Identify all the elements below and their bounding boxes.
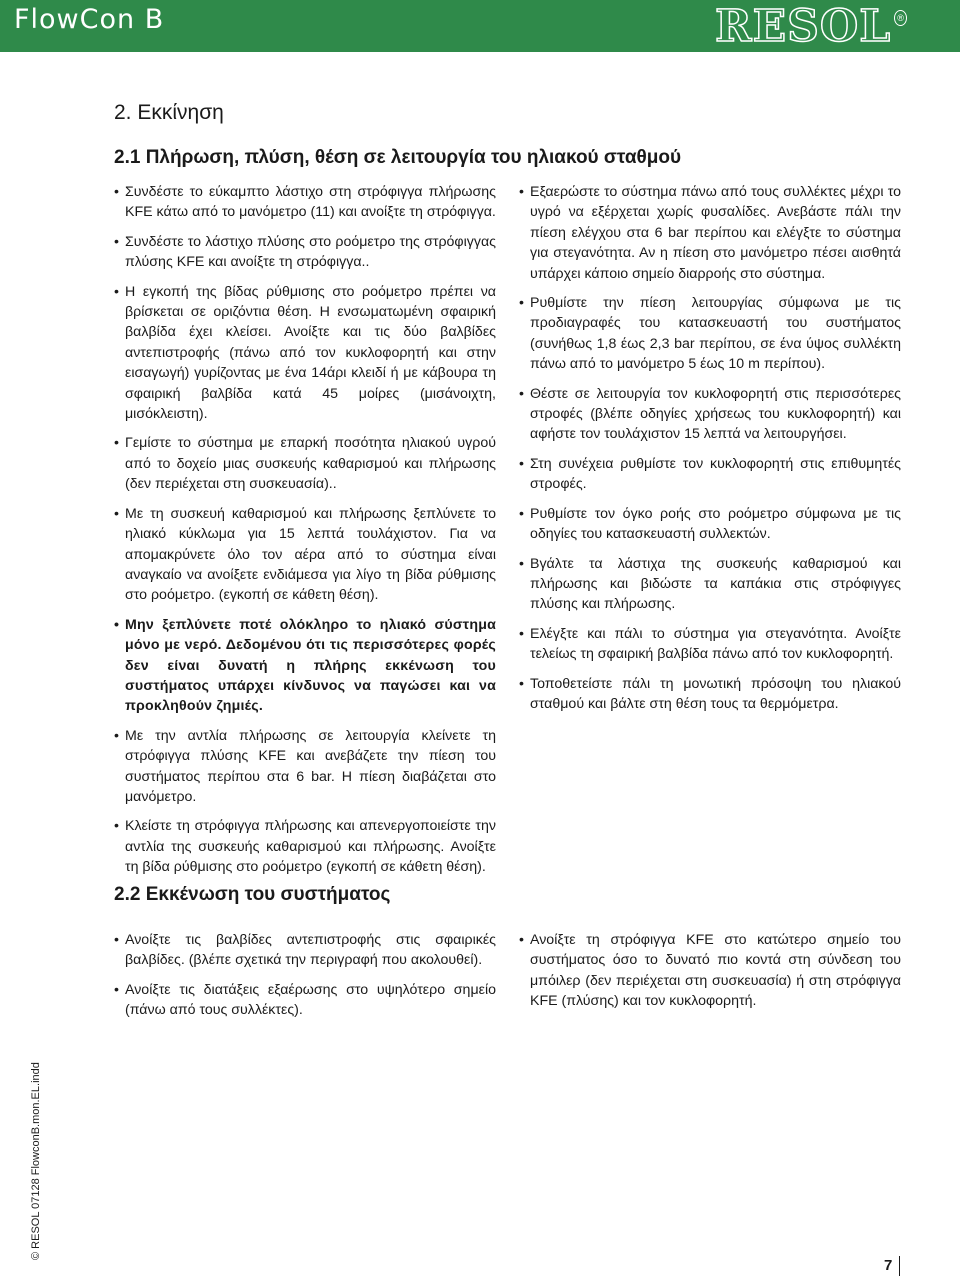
list-item: • Ανοίξτε τις βαλβίδες αντεπιστροφής στις σφαιρικές βαλβίδες. (βλέπε σχετικά την περιγραφή που ακολουθεί). (114, 930, 496, 971)
page-number-rule (899, 1256, 900, 1276)
registered-mark-icon: ® (894, 10, 907, 26)
section-title: 2. Εκκίνηση (114, 101, 224, 124)
header-bar (0, 0, 960, 52)
column-right-drainage (519, 930, 901, 1021)
subsection-title-filling: 2.1 Πλήρωση, πλύση, θέση σε λειτουργία του ηλιακού σταθμού (114, 147, 682, 168)
page-number: 7 (884, 1257, 893, 1274)
column-left-drainage (114, 930, 496, 1030)
list-item: • Με την αντλία πλήρωσης σε λειτουργία κλείνετε τη στρόφιγγα πλύσης KFE και ανεβάζετε την πίεση του συστήματος περίπου στα 6 bar. Η πίεση διαβάζεται στο μανόμετρο. (114, 726, 496, 808)
subsection-title-drainage: 2.2 Εκκένωση του συστήματος (114, 884, 391, 905)
list-item: • Κλείστε τη στρόφιγγα πλήρωσης και απενεργοποιείστε την αντλία της συσκευής καθαρισμού και πλήρωσης. Ανοίξτε τη βίδα ρύθμισης στο ροόμετρο (εγκοπή σε κάθετη θέση). (114, 816, 496, 877)
list-item: • Ελέγξτε και πάλι το σύστημα για στεγανότητα. Ανοίξτε τελείως τη σφαιρική βαλβίδα πάνω από τον κυκλοφορητή. (519, 624, 901, 665)
list-item: • Γεμίστε το σύστημα με επαρκή ποσότητα ηλιακού υγρού από το δοχείο μιας συσκευής καθαρισμού και πλήρωσης (δεν περιέχεται στη συσκευασία).. (114, 433, 496, 494)
list-item: • Ρυθμίστε τον όγκο ροής στο ροόμετρο σύμφωνα με τις οδηγίες του κατασκευαστή συλλεκτών. (519, 504, 901, 545)
list-item: • Τοποθετείστε πάλι τη μονωτική πρόσοψη του ηλιακού σταθμού και βάλτε στη θέση τους τα θερμόμετρα. (519, 674, 901, 715)
logo-text: RESOL (715, 1, 892, 52)
file-note: © RESOL 07128 FlowconB.mon.EL.indd (30, 1062, 42, 1260)
list-item: • Η εγκοπή της βίδας ρύθμισης στο ροόμετρο πρέπει να βρίσκεται σε οριζόντια θέση. Η ενσωματωμένη σφαιρική βαλβίδα έχει κλείσει. Ανοίξτε και τις δύο βαλβίδες αντεπιστροφής (πάνω από τον κυκλοφορητή και στην εισαγωγή) γυρίζοντας με ένα 14άρι κλειδί ή με κάβουρα τη σφαιρική βαλβίδα κατά 45 μοίρες (μισάνοιχτη, μισόκλειστη). (114, 282, 496, 425)
list-item: • Με τη συσκευή καθαρισμού και πλήρωσης ξεπλύνετε το ηλιακό κύκλωμα για 15 λεπτά τουλάχιστον. Για να απομακρύνετε όλο τον αέρα από το σύστημα είναι αναγκαίο να ανοίξετε ενδιάμεσα για λίγο τη βίδα ρύθμισης στο ροόμετρο. (εγκοπή σε κάθετη θέση). (114, 504, 496, 606)
list-item: • Στη συνέχεια ρυθμίστε τον κυκλοφορητή στις επιθυμητές στροφές. (519, 454, 901, 495)
list-item: • Συνδέστε το λάστιχο πλύσης στο ροόμετρο της στρόφιγγας πλύσης KFE και ανοίξτε τη στρόφιγγα.. (114, 232, 496, 273)
list-item: • Θέστε σε λειτουργία τον κυκλοφορητή στις περισσότερες στροφές (βλέπε οδηγίες χρήσεως του κυκλοφορητή) και αφήστε τον τουλάχιστον 15 λεπτά να λειτουργήσει. (519, 384, 901, 445)
list-item: • Ανοίξτε τις διατάξεις εξαέρωσης στο υψηλότερο σημείο (πάνω από τους συλλέκτες). (114, 980, 496, 1021)
list-item: • Βγάλτε τα λάστιχα της συσκευής καθαρισμού και πλήρωσης και βιδώστε τα καπάκια στις στρόφιγγες πλύσης και πλήρωσης. (519, 554, 901, 615)
list-item: • Ανοίξτε τη στρόφιγγα KFE στο κατώτερο σημείο του συστήματος όσο το δυνατό πιο κοντά στη σύνδεση του μπόιλερ (δεν περιέχεται στη συσκευασία) ή στη στρόφιγγα KFE (πλύσης) και τον κυκλοφορητή. (519, 930, 901, 1012)
product-title: FlowCon B (14, 4, 165, 35)
resol-logo (715, 1, 907, 52)
list-item: • Εξαερώστε το σύστημα πάνω από τους συλλέκτες μέχρι το υγρό να εξέρχεται χωρίς φυσαλίδες. Ανεβάστε πάλι την πίεση ελέγχου στα 6 bar περίπου και ελέγξτε το σύστημα για στεγανότητα. Αν η πίεση στο μανόμετρο πέσει αισθητά υπάρχει κάποιο σημείο διαρροής στο σύστημα. (519, 182, 901, 284)
column-left-filling (114, 182, 496, 887)
list-item: • Ρυθμίστε την πίεση λειτουργίας σύμφωνα με τις προδιαγραφές του κατασκευαστή του συστήματος (συνήθως 1,8 έως 2,3 bar περίπου, σε ένα ύψος συλλέκτη πάνω από το μανόμετρο 5 έως 10 m περίπου). (519, 293, 901, 375)
list-item: • Μην ξεπλύνετε ποτέ ολόκληρο το ηλιακό σύστημα μόνο με νερό. Δεδομένου ότι τις περισσότερες φορές δεν είναι δυνατή η πλήρης εκκένωση του συστήματος υπάρχει κίνδυνος να παγώσει και να προκληθούν ζημιές. (114, 615, 496, 717)
column-right-filling (519, 182, 901, 723)
list-item: • Συνδέστε το εύκαμπτο λάστιχο στη στρόφιγγα πλήρωσης KFE κάτω από το μανόμετρο (11) και ανοίξτε τη στρόφιγγα. (114, 182, 496, 223)
